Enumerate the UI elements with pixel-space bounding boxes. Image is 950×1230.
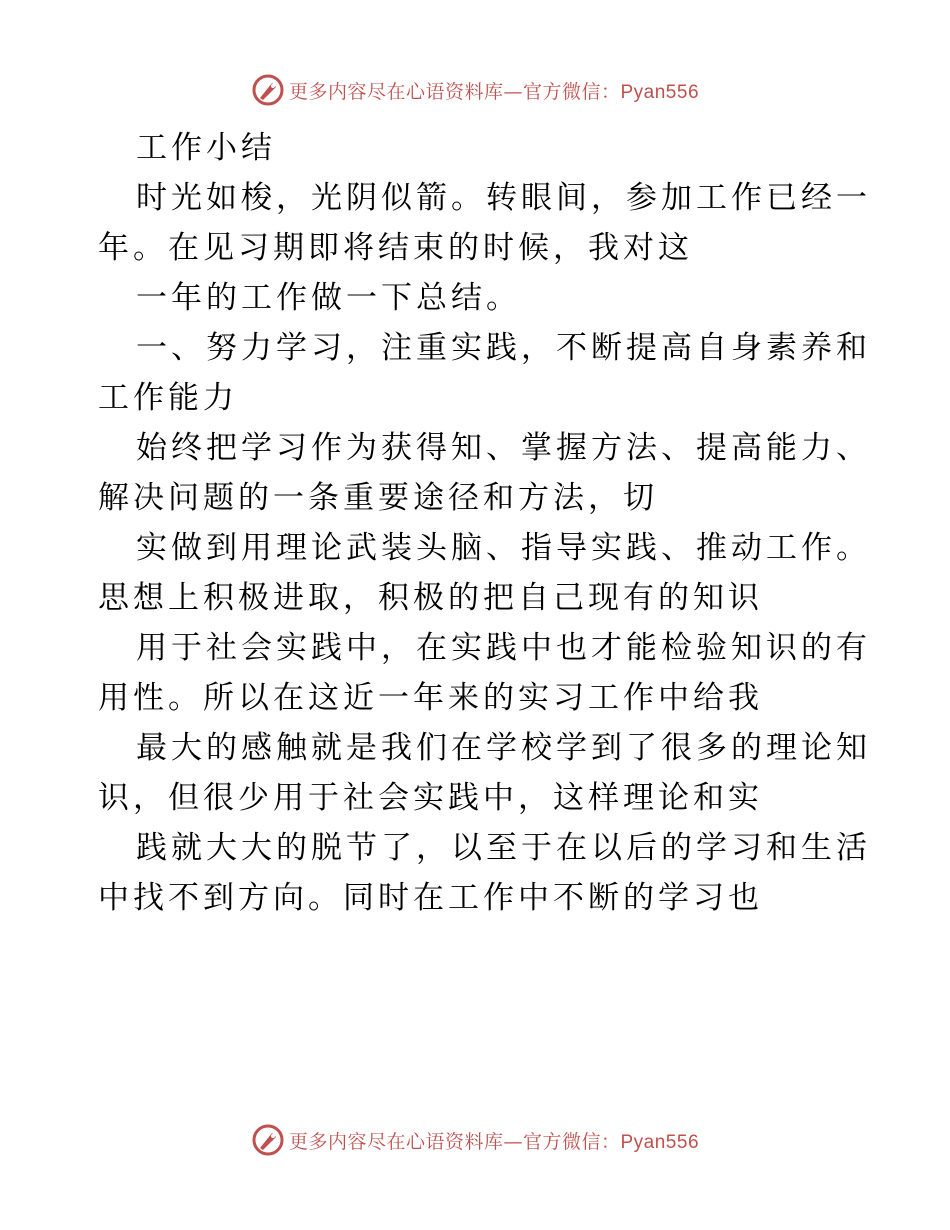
document-line: 践就大大的脱节了，以至于在以后的学习和生活 <box>136 830 871 866</box>
document-line: 一年的工作做一下总结。 <box>136 280 521 316</box>
document-line: 用性。所以在这近一年来的实习工作中给我 <box>98 680 763 716</box>
section-heading-cont: 工作能力 <box>98 380 238 416</box>
document-body <box>98 123 871 923</box>
header-banner-label: 更多内容尽在心语资料库—官方微信： <box>288 80 621 103</box>
footer-banner <box>0 1118 950 1162</box>
header-banner <box>0 68 950 112</box>
header-banner-text <box>289 77 699 104</box>
section-heading: 一、努力学习，注重实践，不断提高自身素养和 <box>136 330 871 366</box>
footer-banner-label: 更多内容尽在心语资料库—官方微信： <box>288 1130 621 1153</box>
document-line: 时光如梭，光阴似箭。转眼间，参加工作已经一 <box>136 180 871 216</box>
document-line: 实做到用理论武装头脑、指导实践、推动工作。 <box>136 530 871 566</box>
document-line: 最大的感触就是我们在学校学到了很多的理论知 <box>136 730 871 766</box>
header-banner-id: Pyan556 <box>620 81 700 103</box>
document-line: 识，但很少用于社会实践中，这样理论和实 <box>98 780 763 816</box>
footer-banner-text <box>289 1127 699 1154</box>
pen-nib-logo-icon <box>251 73 285 107</box>
pen-nib-logo-icon <box>251 1123 285 1157</box>
document-line: 中找不到方向。同时在工作中不断的学习也 <box>98 880 763 916</box>
document-line: 用于社会实践中，在实践中也才能检验知识的有 <box>136 630 871 666</box>
document-line: 思想上积极进取，积极的把自己现有的知识 <box>98 580 763 616</box>
document-line: 年。在见习期即将结束的时候，我对这 <box>98 230 693 266</box>
document-line: 解决问题的一条重要途径和方法，切 <box>98 480 658 516</box>
document-title: 工作小结 <box>136 130 276 166</box>
footer-banner-id: Pyan556 <box>620 1131 700 1153</box>
document-line: 始终把学习作为获得知、掌握方法、提高能力、 <box>136 430 871 466</box>
